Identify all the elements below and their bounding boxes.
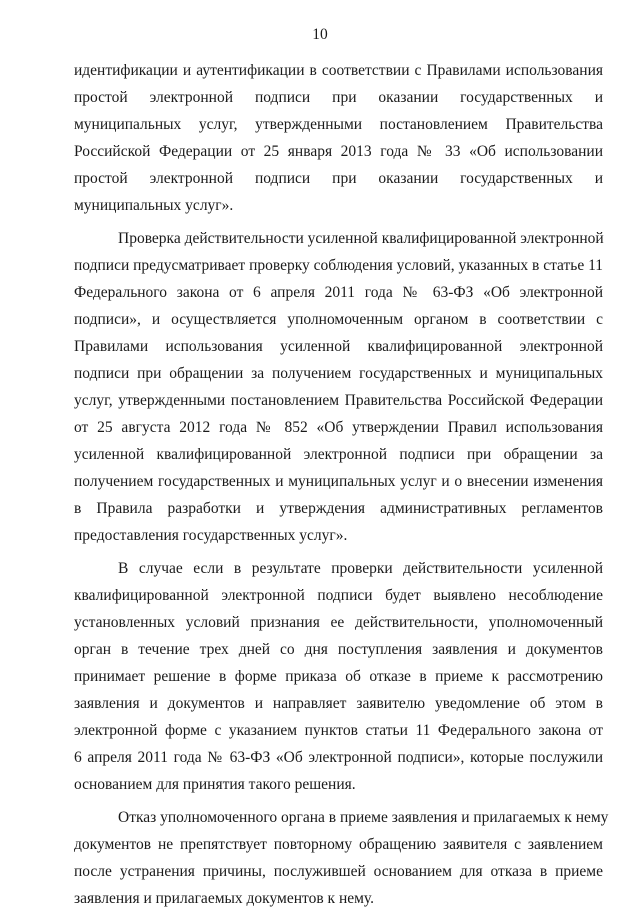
text-line: квалифицированной электронной подписи будет выявлено несоблюдение [74,587,603,604]
text-line: простой электронной подписи при оказании государственных и [74,89,603,106]
text-line: Отказ уполномоченного органа в приеме заявления и прилагаемых к нему [118,809,609,826]
text-line: подписи предусматривает проверку соблюдения условий, указанных в статье 11 [74,257,604,274]
text-line: после устранения причины, послужившей основанием для отказа в приеме [74,863,603,880]
text-line: от 25 августа 2012 года № 852 «Об утверждении Правил использования [74,419,603,436]
text-line: Федерального закона от 6 апреля 2011 года № 63-ФЗ «Об электронной [74,284,603,301]
text-line: основанием для принятия такого решения. [74,776,356,793]
text-line: Российской Федерации от 25 января 2013 года № 33 «Об использовании [74,143,603,160]
text-line: принимает решение в форме приказа об отказе в приеме к рассмотрению [74,668,603,685]
text-line: 6 апреля 2011 года № 63-ФЗ «Об электронной подписи», которые послужили [74,749,603,766]
text-line: предоставления государственных услуг». [74,527,348,544]
text-line: документов не препятствует повторному обращению заявителя с заявлением [74,836,603,853]
text-line: Проверка действительности усиленной квалифицированной электронной [118,230,604,247]
text-line: муниципальных услуг, утвержденными постановлением Правительства [74,116,603,133]
text-line: заявления и документов и направляет заявителю уведомление об этом в [74,695,603,712]
text-line: простой электронной подписи при оказании государственных и [74,170,603,187]
text-line: В случае если в результате проверки действительности усиленной [118,560,603,577]
text-line: электронной форме с указанием пунктов статьи 11 Федерального закона от [74,722,603,739]
paragraph [74,555,603,798]
text-line: идентификации и аутентификации в соответствии с Правилами использования [74,62,603,79]
text-line: получением государственных и муниципальных услуг и о внесении изменения [74,473,603,490]
text-line: услуг, утвержденными постановлением Правительства Российской Федерации [74,392,603,409]
paragraph [74,225,603,549]
page-number: 10 [312,26,328,43]
text-line: подписи при обращении за получением государственных и муниципальных [74,365,603,382]
text-line: подписи», и осуществляется уполномоченным органом в соответствии с [74,311,603,328]
text-line: заявления и прилагаемых документов к нему. [74,890,374,907]
paragraph [74,57,603,219]
text-line: в Правила разработки и утверждения административных регламентов [74,500,603,517]
text-line: муниципальных услуг». [74,197,234,214]
text-line: Правилами использования усиленной квалифицированной электронной [74,338,603,355]
text-line: установленных условий признания ее действительности, уполномоченный [74,614,603,631]
paragraph [74,804,609,912]
text-line: усиленной квалифицированной электронной подписи при обращении за [74,446,603,463]
document-body [74,57,609,912]
text-line: орган в течение трех дней со дня поступления заявления и документов [74,641,603,658]
